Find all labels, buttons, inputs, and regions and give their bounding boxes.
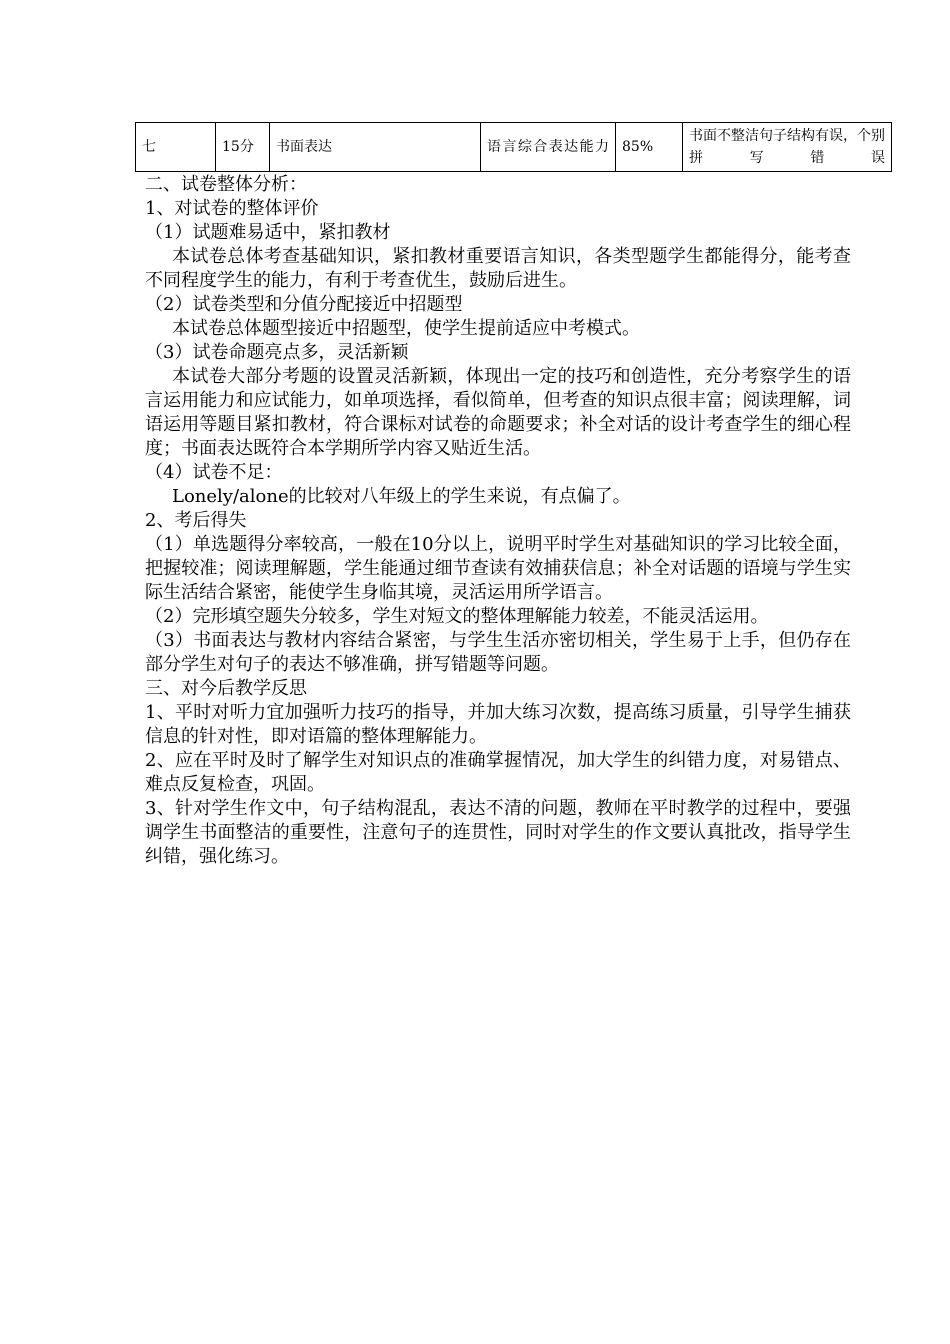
problem-cell: 书面不整洁句子结构有误，个别拼写错误 [683,123,892,172]
score-rate-cell: 85% [616,123,683,172]
question-number-cell: 七 [136,123,216,172]
paragraph: 1、平时对听力宜加强听力技巧的指导，并加大练习次数，提高练习质量，引导学生捕获信息的针对性，即对语篇的整体理解能力。 [145,702,851,747]
ability-cell: 语言综合表达能力 [481,123,616,172]
item-heading: （4）试卷不足： [145,462,283,483]
analysis-body [145,173,851,869]
item-heading: （3）试卷命题亮点多，灵活新颖 [145,342,409,363]
item-heading: （1）试题难易适中，紧扣教材 [145,222,391,243]
paragraph: （3）书面表达与教材内容结合紧密，与学生生活亦密切相关，学生易于上手，但仍存在部分学生对句子的表达不够准确，拼写错题等问题。 [145,630,851,675]
paragraph: （1）单选题得分率较高，一般在10分以上，说明平时学生对基础知识的学习比较全面，把握较准；阅读理解题，学生能通过细节查读有效捕获信息；补全对话题的语境与学生实际生活结合紧密，能使学生身临其境，灵活运用所学语言。 [145,534,851,603]
subsection-heading: 1、对试卷的整体评价 [145,198,319,219]
score-cell: 15分 [216,123,270,172]
subsection-heading: 2、考后得失 [145,510,247,531]
paragraph: 3、针对学生作文中，句子结构混乱，表达不清的问题，教师在平时教学的过程中，要强调学生书面整洁的重要性，注意句子的连贯性，同时对学生的作文要认真批改，指导学生纠错，强化练习。 [145,798,851,867]
score-table [135,122,892,172]
paragraph: 本试卷大部分考题的设置灵活新颖，体现出一定的技巧和创造性，充分考察学生的语言运用能力和应试能力，如单项选择，看似简单，但考查的知识点很丰富；阅读理解，词语运用等题目紧扣教材，符合课标对试卷的命题要求；补全对话的设计考查学生的细心程度；书面表达既符合本学期所学内容又贴近生活。 [145,366,851,459]
item-heading: （2）试卷类型和分值分配接近中招题型 [145,294,463,315]
table-row [136,123,892,172]
paragraph: 本试卷总体考查基础知识，紧扣教材重要语言知识，各类型题学生都能得分，能考查不同程度学生的能力，有利于考查优生，鼓励后进生。 [145,246,851,291]
question-type-cell: 书面表达 [270,123,481,172]
paragraph: （2）完形填空题失分较多，学生对短文的整体理解能力较差，不能灵活运用。 [145,606,769,627]
section-heading: 三、对今后教学反思 [145,678,307,699]
paragraph: 2、应在平时及时了解学生对知识点的准确掌握情况，加大学生的纠错力度，对易错点、难点反复检查，巩固。 [145,750,851,795]
paragraph: 本试卷总体题型接近中招题型，使学生提前适应中考模式。 [172,318,640,339]
section-heading: 二、试卷整体分析： [145,174,307,195]
paragraph: Lonely/alone的比较对八年级上的学生来说，有点偏了。 [172,486,631,507]
